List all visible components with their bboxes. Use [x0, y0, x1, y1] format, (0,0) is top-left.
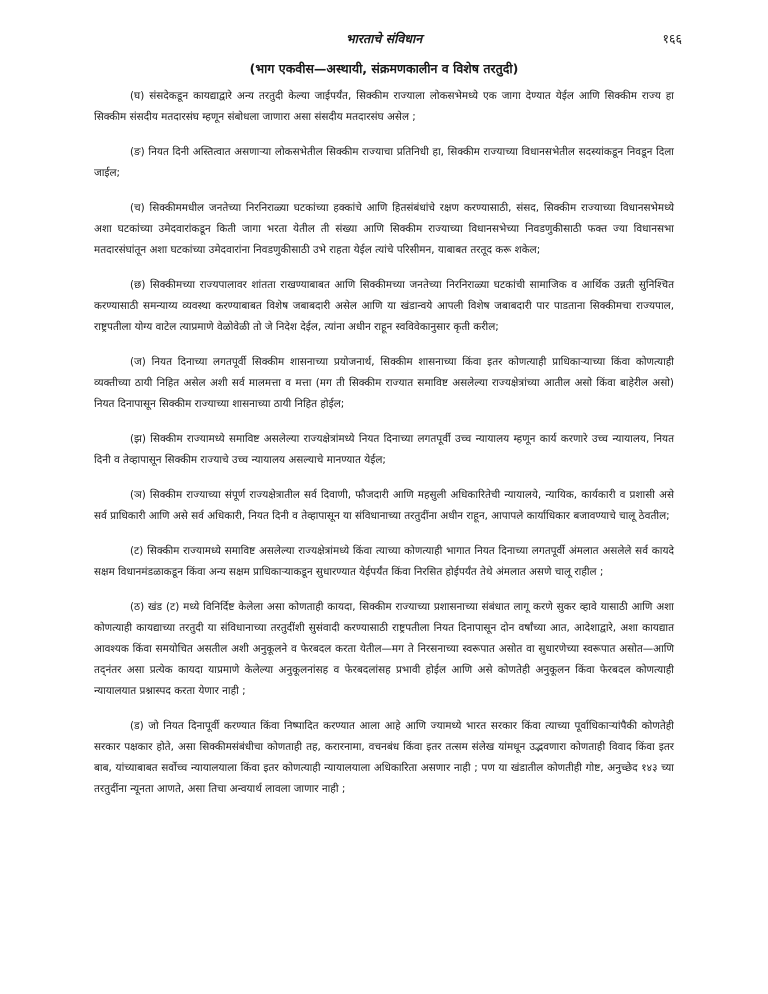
clause-da: (ड) जो नियत दिनापूर्वी करण्यात किंवा निष्पादित करण्यात आला आहे आणि ज्यामध्ये भारत सरकार किंवा त्याच्या पूर्वाधिकाऱ्यांपैकी कोणतेही सरकार पक्षकार होते, असा सिक्कीमसंबंधीचा कोणताही तह, करारनामा, वचनबंध किंवा इतर तत्सम संलेख यांमधून उद्भवणारा कोणताही विवाद किंवा इतर बाब, यांच्याबाबत सर्वोच्च न्यायालयाला किंवा इतर कोणत्याही न्यायालयाला अधिकारिता असणार नाही ; पण या खंडातील कोणतीही गोष्ट, अनुच्छेद १४३ च्या तरतुदींना न्यूनता आणते, असा तिचा अन्वयार्थ लावला जाणार नाही ;	[94, 720, 674, 795]
clause-list	[94, 86, 674, 814]
clause-gha: (घ) संसदेकडून कायद्याद्वारे अन्य तरतुदी केल्या जाईपर्यंत, सिक्कीम राज्याला लोकसभेमध्ये एक जागा देण्यात येईल आणि सिक्कीम राज्य हा सिक्कीम संसदीय मतदारसंघ म्हणून संबोधला जाणारा असा संसदीय मतदारसंघ असेल ;	[94, 90, 674, 123]
running-title: भारताचे संविधान	[345, 31, 423, 46]
clause-nya: (ञ) सिक्कीम राज्याच्या संपूर्ण राज्यक्षेत्रातील सर्व दिवाणी, फौजदारी आणि महसुली अधिकारितेची न्यायालये, न्यायिक, कार्यकारी व प्रशासी असे सर्व प्राधिकारी आणि असे सर्व अधिकारी, नियत दिनी व तेव्हापासून या संविधानाच्या तरतुदींना अधीन राहून, आपापले कार्याधिकार बजावण्याचे चालू ठेवतील;	[94, 489, 674, 522]
clause-ja: (ज) नियत दिनाच्या लगतपूर्वी सिक्कीम शासनाच्या प्रयोजनार्थ, सिक्कीम शासनाच्या किंवा इतर कोणत्याही प्राधिकाऱ्याच्या किंवा कोणत्याही व्यक्तीच्या ठायी निहित असेल अशी सर्व मालमत्ता व मत्ता (मग ती सिक्कीम राज्यात समाविष्ट असलेल्या राज्यक्षेत्रांच्या आतील असो किंवा बाहेरील असो) नियत दिनापासून सिक्कीम राज्याच्या शासनाच्या ठायी निहित होईल;	[94, 356, 674, 410]
page-number: १६६	[662, 31, 682, 46]
clause-jha: (झ) सिक्कीम राज्यामध्ये समाविष्ट असलेल्या राज्यक्षेत्रांमध्ये नियत दिनाच्या लगतपूर्वी उच्च न्यायालय म्हणून कार्य करणारे उच्च न्यायालय, नियत दिनी व तेव्हापासून सिक्कीम राज्याचे उच्च न्यायालय असल्याचे मानण्यात येईल;	[94, 433, 674, 466]
clause-nga: (ङ) नियत दिनी अस्तित्वात असणाऱ्या लोकसभेतील सिक्कीम राज्याचा प्रतिनिधी हा, सिक्कीम राज्याच्या विधानसभेतील सदस्यांकडून निवडून दिला जाईल;	[94, 146, 674, 179]
clause-cha: (च) सिक्कीममधील जनतेच्या निरनिराळ्या घटकांच्या हक्कांचे आणि हितसंबंधांचे रक्षण करण्यासाठी, संसद, सिक्कीम राज्याच्या विधानसभेमध्ये अशा घटकांच्या उमेदवारांकडून किती जागा भरता येतील ती संख्या आणि सिक्कीम राज्याच्या विधानसभेच्या निवडणुकीसाठी फक्त ज्या विधानसभा मतदारसंघांतून अशा घटकांच्या उमेदवारांना निवडणुकीसाठी उभे राहता येईल त्यांचे परिसीमन, याबाबत तरतूद करू शकेल;	[94, 202, 674, 256]
part-heading: (भाग एकवीस—अस्थायी, संक्रमणकालीन व विशेष तरतुदी)	[249, 61, 519, 76]
clause-ta: (ट) सिक्कीम राज्यामध्ये समाविष्ट असलेल्या राज्यक्षेत्रांमध्ये किंवा त्याच्या कोणत्याही भागात नियत दिनाच्या लगतपूर्वी अंमलात असलेले सर्व कायदे सक्षम विधानमंडळाकडून किंवा अन्य सक्षम प्राधिकाऱ्याकडून सुधारण्यात येईपर्यंत किंवा निरसित होईपर्यंत तेथे अंमलात असणे चालू राहील ;	[94, 545, 674, 578]
clause-tha: (ठ) खंड (ट) मध्ये विनिर्दिष्ट केलेला असा कोणताही कायदा, सिक्कीम राज्याच्या प्रशासनाच्या संबंधात लागू करणे सुकर व्हावे यासाठी आणि अशा कोणत्याही कायद्याच्या तरतुदी या संविधानाच्या तरतुदींशी सुसंवादी करण्यासाठी राष्ट्रपतीला नियत दिनापासून दोन वर्षांच्या आत, आदेशाद्वारे, अशा कायद्यात आवश्यक किंवा समयोचित असतील अशी अनुकूलने व फेरबदल करता येतील—मग ते निरसनाच्या स्वरूपात असोत वा सुधारणेच्या स्वरूपात असोत—आणि तद्नंतर असा प्रत्येक कायदा याप्रमाणे केलेल्या अनुकूलनांसह व फेरबदलांसह प्रभावी होईल आणि असे कोणतेही अनुकूलन किंवा फेरबदल कोणत्याही न्यायालयात प्रश्नास्पद करता येणार नाही ;	[94, 601, 674, 697]
clause-chha: (छ) सिक्कीमच्या राज्यपालावर शांतता राखण्याबाबत आणि सिक्कीमच्या जनतेच्या निरनिराळ्या घटकांची सामाजिक व आर्थिक उन्नती सुनिश्चित करण्यासाठी समन्याय्य व्यवस्था करण्याबाबत विशेष जबाबदारी असेल आणि या खंडान्वये आपली विशेष जबाबदारी पार पाडताना सिक्कीमचा राज्यपाल, राष्ट्रपतीला योग्य वाटेल त्याप्रमाणे वेळोवेळी तो जे निदेश देईल, त्यांना अधीन राहून स्वविवेकानुसार कृती करील;	[94, 279, 674, 333]
